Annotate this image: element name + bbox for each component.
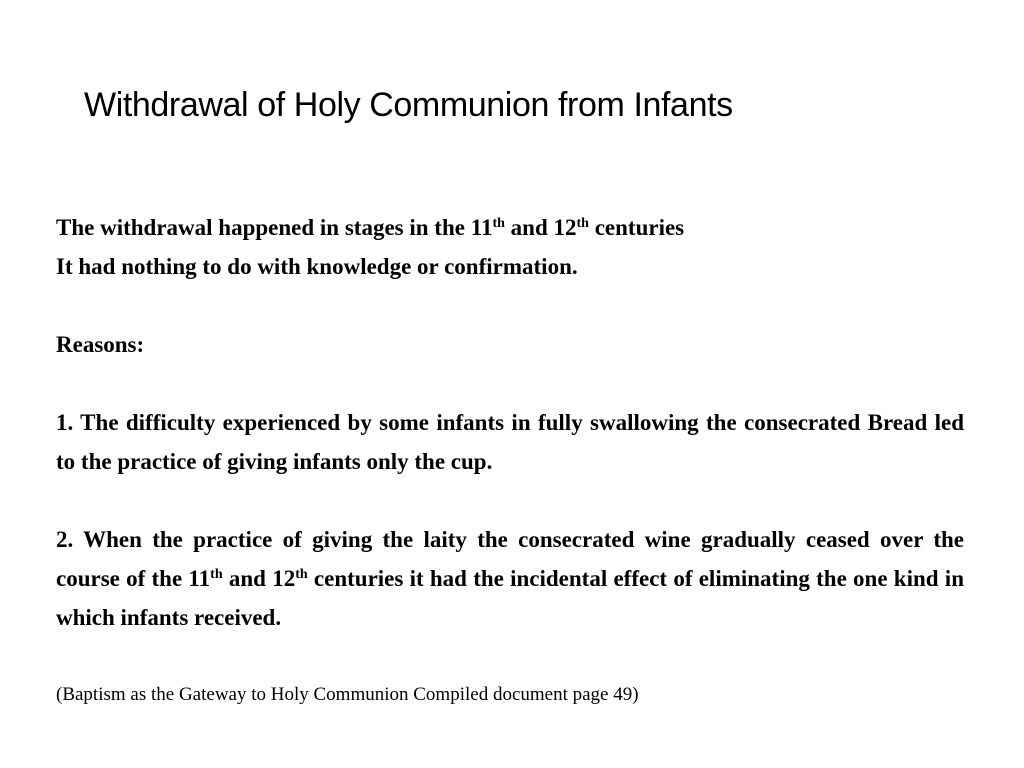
- reason-2-text-b: and 12: [222, 566, 296, 591]
- intro-line-1-text-a: The withdrawal happened in stages in the 11: [56, 215, 493, 240]
- reason-1: 1. The difficulty experienced by some infants in fully swallowing the consecrated Bread led to the practice of giving infants only the cup.: [56, 410, 964, 474]
- spacer: [56, 364, 964, 403]
- slide-body: [56, 208, 964, 637]
- ordinal-suffix: th: [210, 567, 223, 582]
- ordinal-suffix: th: [492, 216, 505, 231]
- intro-line-1: [56, 208, 964, 247]
- reason-2-text-a: 2. When the practice of giving the laity the consecrated wine gradually ceased over the course of the 11: [56, 527, 964, 591]
- spacer: [56, 286, 964, 325]
- ordinal-suffix: th: [576, 216, 589, 231]
- slide-title: Withdrawal of Holy Communion from Infants: [84, 86, 733, 124]
- spacer: [56, 481, 964, 520]
- reason-2-text-c: centuries it had the incidental effect of eliminating the one kind in which infants received.: [56, 566, 964, 630]
- intro-line-1-text-c: centuries: [588, 215, 685, 240]
- intro-line-1-text-b: and 12: [504, 215, 577, 240]
- citation: (Baptism as the Gateway to Holy Communion Compiled document page 49): [56, 684, 639, 705]
- ordinal-suffix: th: [295, 567, 308, 582]
- reason-2: [56, 520, 964, 637]
- reasons-heading: Reasons:: [56, 332, 145, 357]
- intro-line-2: It had nothing to do with knowledge or confirmation.: [56, 254, 578, 279]
